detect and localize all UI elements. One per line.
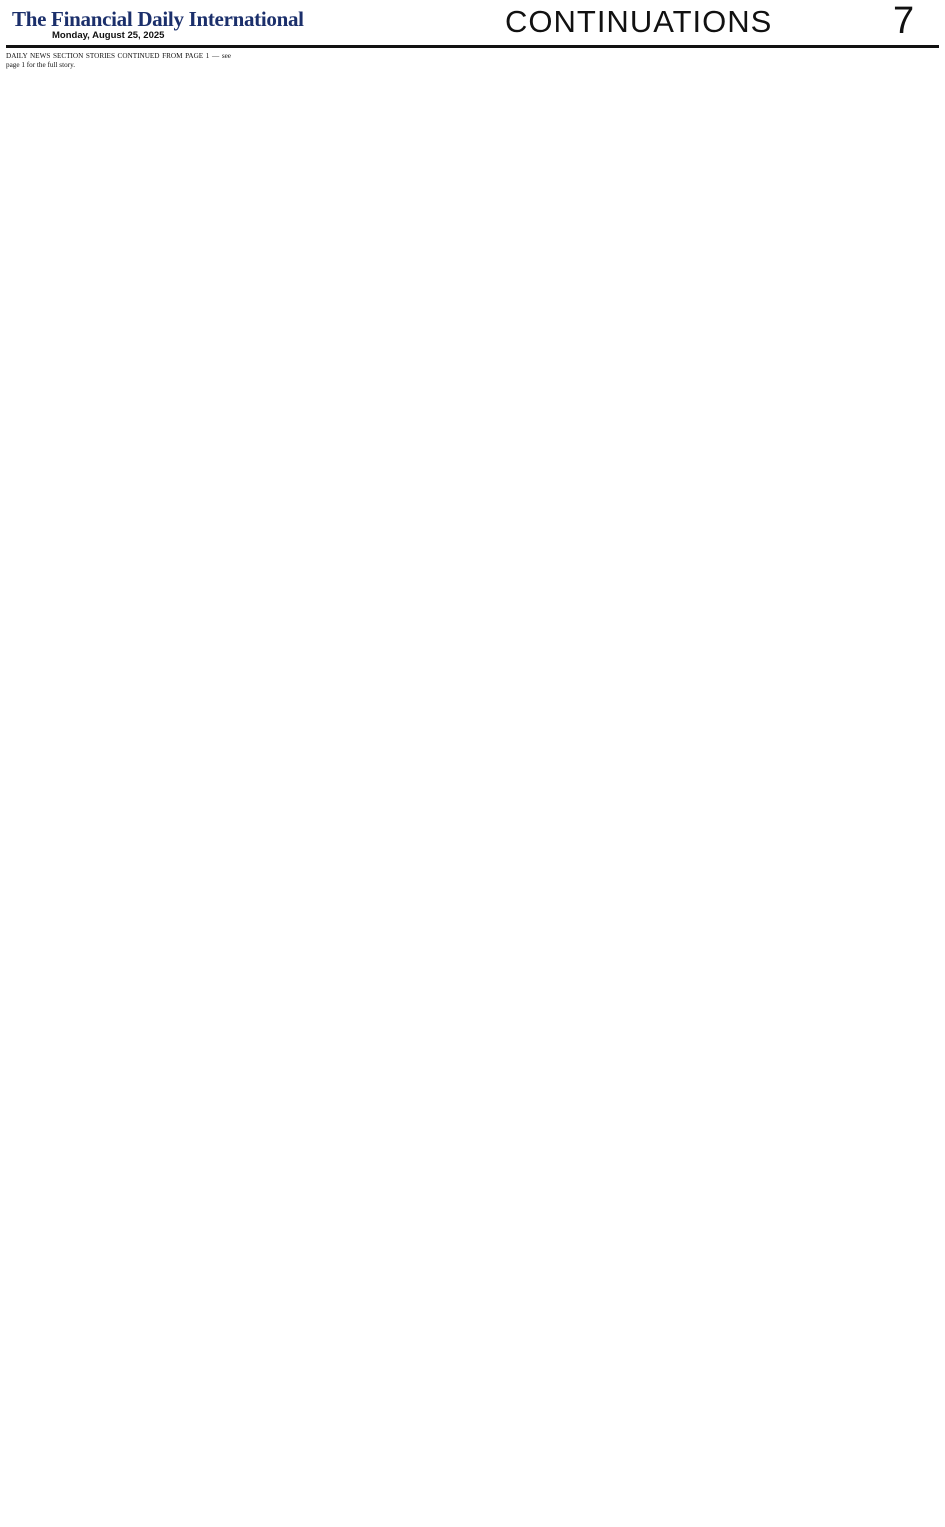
section-title: CONTINUATIONS [505, 4, 773, 39]
paper-name: The Financial Daily International [12, 7, 304, 31]
article-grid [6, 52, 939, 1522]
article-block [6, 52, 231, 70]
column-2 [242, 52, 467, 1522]
column-3 [478, 52, 703, 1522]
paper-date: Monday, August 25, 2025 [52, 30, 165, 41]
column-4 [714, 52, 939, 1522]
page-number: 7 [893, 0, 915, 42]
masthead [0, 0, 945, 46]
masthead-rule [6, 45, 939, 48]
column-1 [6, 52, 231, 1522]
article-body [6, 52, 231, 70]
article-paragraph: DAILY NEWS SECTION STORIES CONTINUED FROM PAGE 1 — see page 1 for the full story. [6, 52, 231, 70]
